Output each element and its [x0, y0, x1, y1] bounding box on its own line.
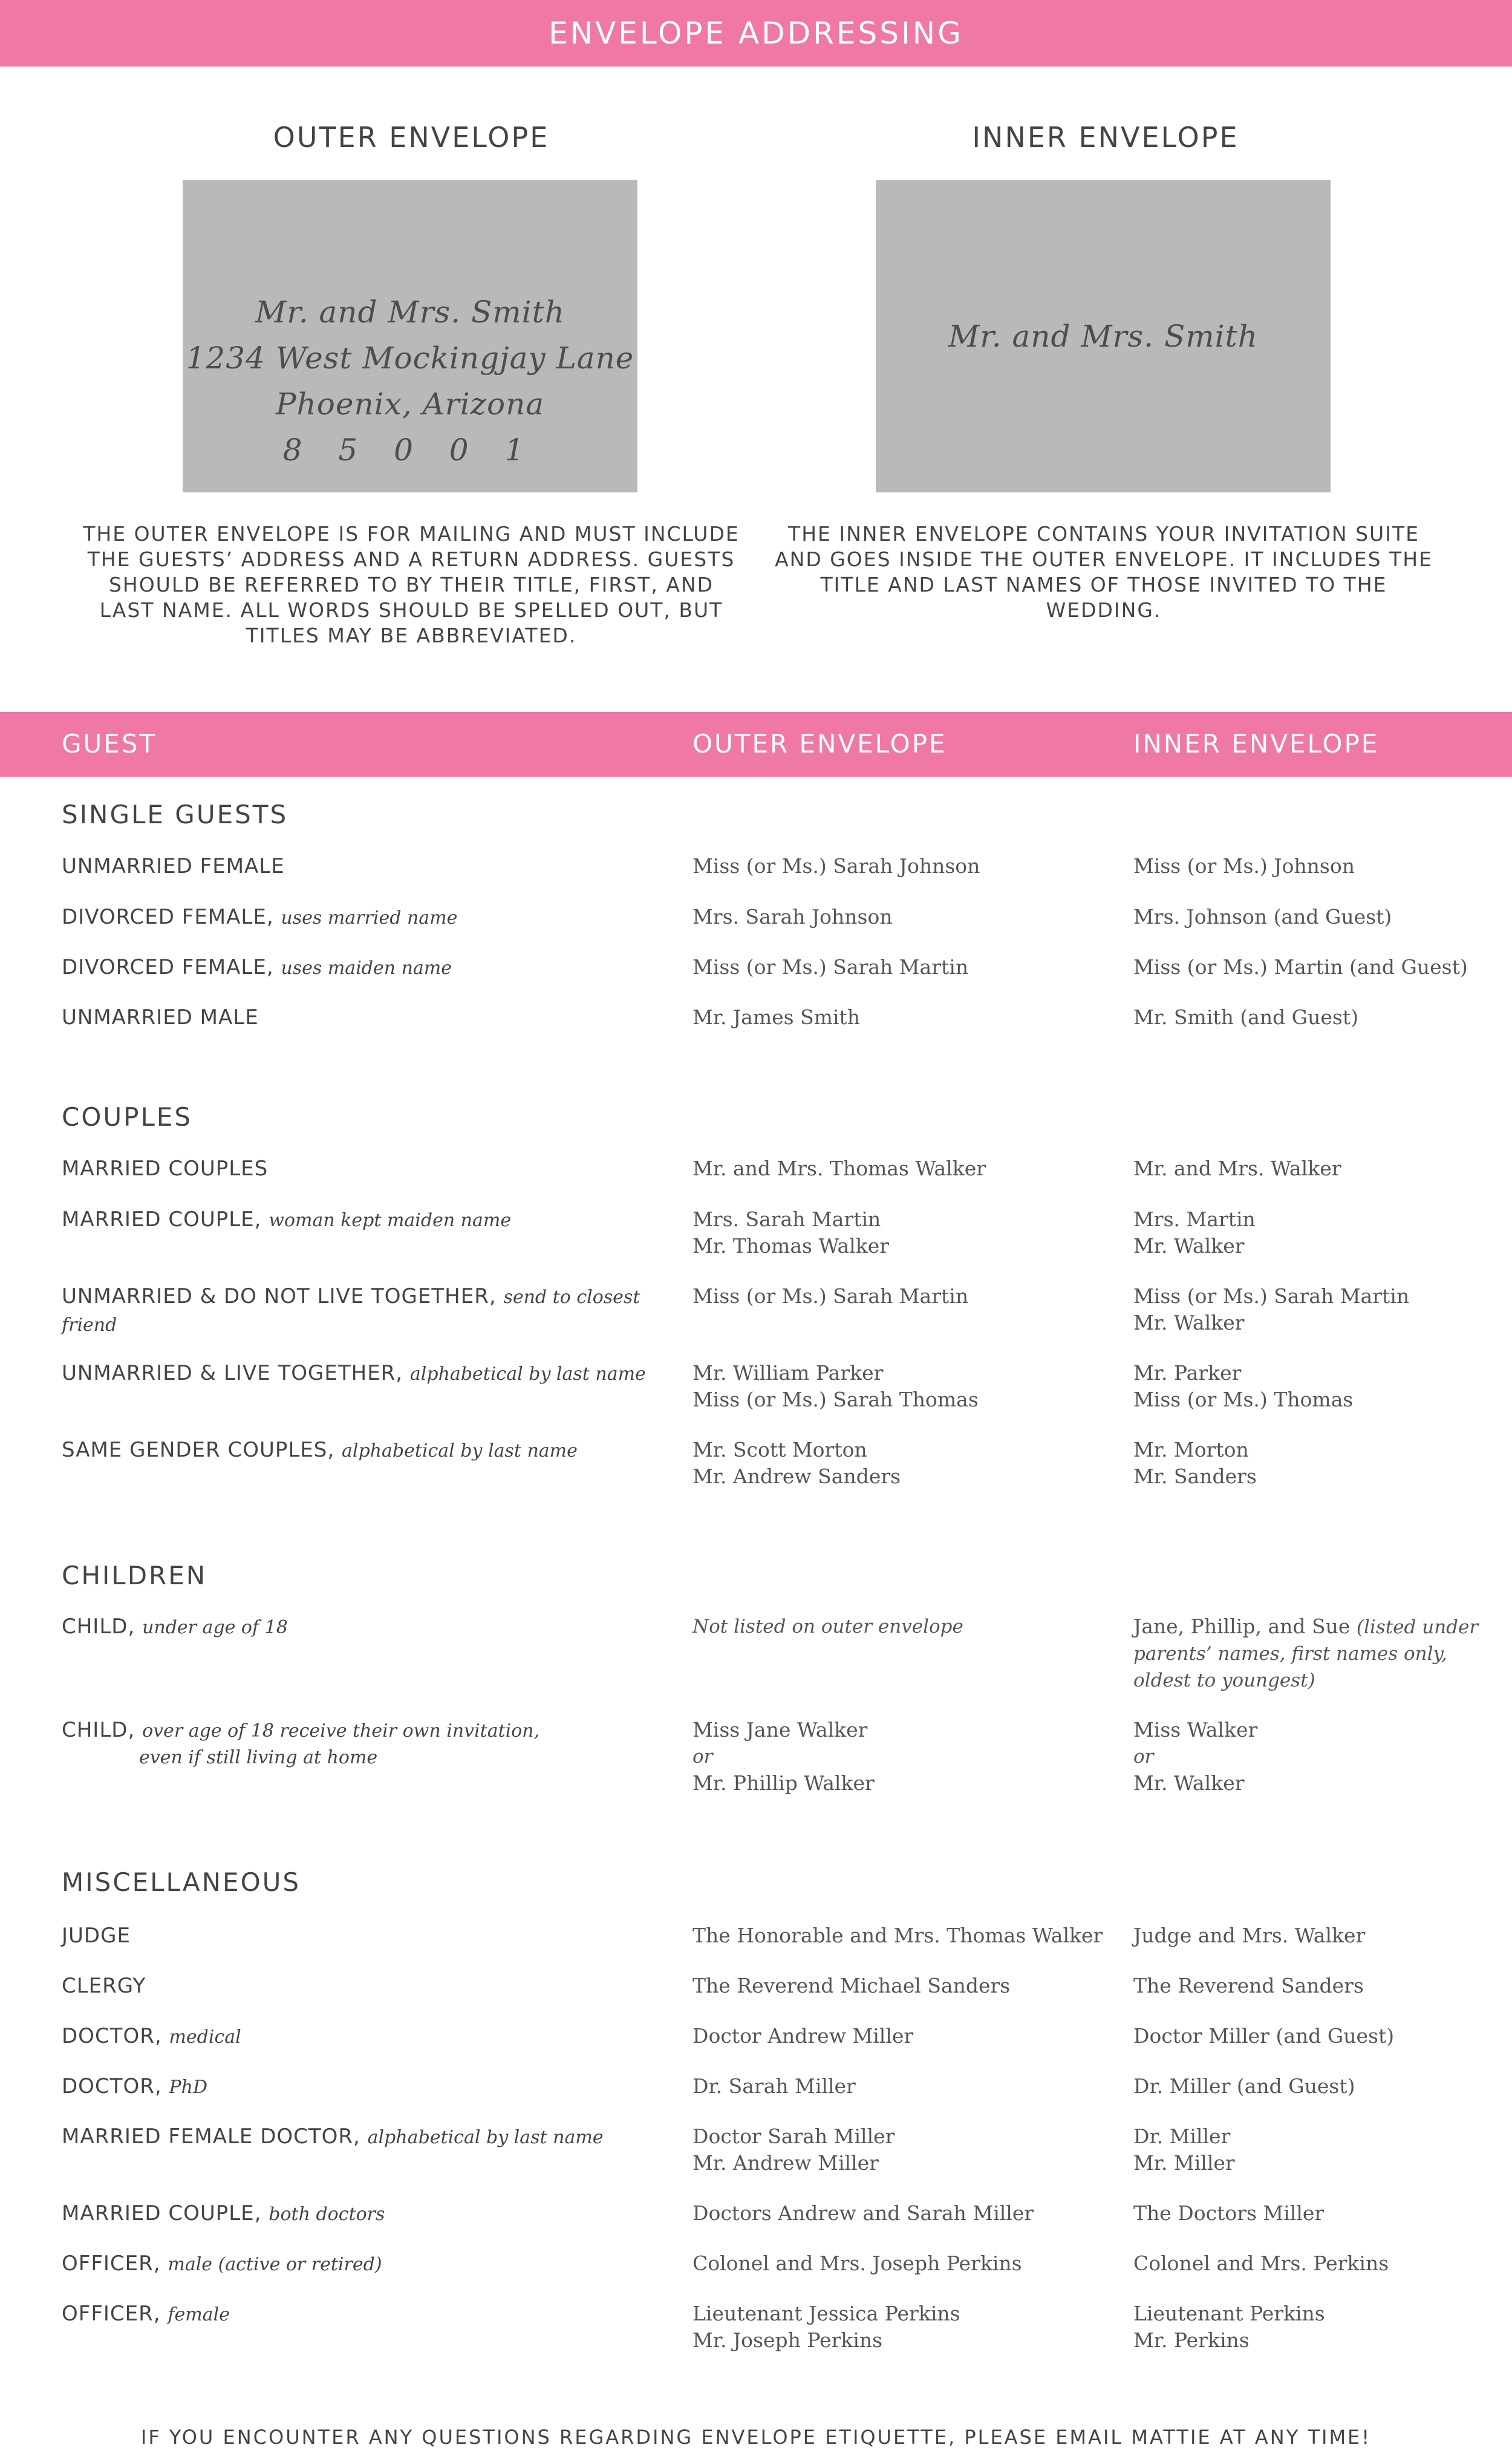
outer-line: Mr. William Parker	[692, 1361, 884, 1385]
outer-line: Miss (or Ms.) Sarah Johnson	[692, 854, 980, 878]
guest-cell	[62, 1613, 685, 1641]
outer-cell	[692, 1613, 1110, 1640]
guest-label: CLERGY	[62, 1974, 146, 1998]
inner-line: Miss (or Ms.) Sarah Martin	[1133, 1284, 1410, 1308]
guest-label: SAME GENDER COUPLES,	[62, 1438, 335, 1462]
outer-cell	[692, 2023, 1110, 2049]
outer-cell	[692, 1206, 1110, 1259]
outer-line: Mr. Thomas Walker	[692, 1234, 890, 1258]
outer-cell	[692, 1283, 1110, 1310]
inner-line: Mr. Parker	[1133, 1361, 1242, 1385]
inner-envelope-sample	[876, 180, 1331, 492]
guest-cell	[62, 1973, 685, 1999]
guest-cell	[62, 2073, 685, 2101]
outer-cell	[692, 1437, 1110, 1490]
outer-line: Mr. Andrew Miller	[692, 2151, 879, 2175]
outer-line: The Reverend Michael Sanders	[692, 1974, 1011, 1997]
guest-cell	[62, 1437, 685, 1464]
guest-label: MARRIED COUPLE,	[62, 1207, 262, 1232]
section-title-children: CHILDREN	[62, 1561, 207, 1590]
section-title-single: SINGLE GUESTS	[62, 800, 288, 829]
column-guest: GUEST	[62, 729, 157, 759]
inner-sample-line: Mr. and Mrs. Smith	[948, 319, 1258, 354]
outer-cell	[692, 2300, 1110, 2354]
inner-cell	[1133, 2250, 1502, 2277]
guest-label: UNMARRIED & DO NOT LIVE TOGETHER,	[62, 1284, 497, 1308]
guest-note: alphabetical by last name	[341, 1440, 578, 1461]
inner-cell	[1133, 1283, 1502, 1336]
outer-line: Dr. Sarah Miller	[692, 2074, 856, 2098]
guest-note: over age of 18 receive their own invitation,	[142, 1720, 540, 1742]
section-title-couples: COUPLES	[62, 1102, 193, 1132]
guest-cell	[62, 2123, 685, 2151]
outer-cell	[692, 853, 1110, 880]
guest-label: MARRIED COUPLES	[62, 1157, 269, 1181]
outer-cell	[692, 1973, 1110, 1999]
inner-line: Mrs. Johnson (and Guest)	[1133, 905, 1392, 929]
guest-note: male (active or retired)	[168, 2254, 382, 2275]
outer-envelope-description: THE OUTER ENVELOPE IS FOR MAILING AND MUST INCLUDE THE GUESTS’ ADDRESS AND A RETURN ADDRESS. GUESTS SHOULD BE REFERRED TO BY THEIR TITLE, FIRST, AND LAST NAME. ALL WORDS SHOULD BE SPELLED OUT, BUT TITLES MAY BE ABBREVIATED.	[83, 522, 740, 647]
outer-cell	[692, 1004, 1110, 1031]
header-band	[0, 0, 1512, 67]
inner-line: Colonel and Mrs. Perkins	[1133, 2251, 1389, 2275]
inner-line: Mr. Smith (and Guest)	[1133, 1005, 1359, 1029]
inner-line: Judge and Mrs. Walker	[1133, 1924, 1366, 1947]
outer-line: Doctor Andrew Miller	[692, 2024, 914, 2048]
guest-cell	[62, 2300, 685, 2328]
column-outer-envelope: OUTER ENVELOPE	[692, 729, 947, 759]
guest-label: MARRIED FEMALE DOCTOR,	[62, 2124, 360, 2149]
outer-cell	[692, 2200, 1110, 2227]
guest-note: even if still living at home	[139, 1747, 378, 1768]
column-inner-envelope: INNER ENVELOPE	[1133, 729, 1380, 759]
inner-note: oldest to youngest)	[1133, 1670, 1315, 1691]
outer-line: Mr. James Smith	[692, 1005, 861, 1029]
guest-note: alphabetical by last name	[409, 1363, 646, 1385]
inner-cell	[1133, 1437, 1502, 1490]
guest-cell	[62, 1360, 685, 1388]
inner-cell	[1133, 853, 1502, 880]
inner-line: The Doctors Miller	[1133, 2201, 1325, 2225]
guest-cell	[62, 1155, 685, 1182]
guest-cell	[62, 2250, 685, 2278]
inner-line: Mr. Walker	[1133, 1311, 1245, 1334]
outer-cell	[692, 1155, 1110, 1182]
inner-cell	[1133, 1922, 1502, 1949]
outer-line: Doctors Andrew and Sarah Miller	[692, 2201, 1034, 2225]
guest-note: female	[168, 2304, 230, 2325]
outer-sample-line: 8 5 0 0 1	[282, 433, 538, 468]
guest-note: send to closest friend	[62, 1287, 640, 1336]
guest-note: alphabetical by last name	[367, 2127, 604, 2148]
inner-line: Mr. Sanders	[1133, 1464, 1257, 1488]
inner-line: Mr. Morton	[1133, 1438, 1249, 1461]
outer-line: Mrs. Sarah Johnson	[692, 905, 893, 929]
outer-line: Miss (or Ms.) Sarah Martin	[692, 955, 969, 979]
guest-cell	[62, 1922, 685, 1949]
guest-label: DOCTOR,	[62, 2024, 162, 2048]
guest-label: CHILD,	[62, 1615, 135, 1639]
guest-note: medical	[169, 2026, 241, 2048]
outer-line: Lieutenant Jessica Perkins	[692, 2302, 960, 2325]
inner-cell	[1133, 1717, 1502, 1797]
inner-cell	[1133, 2073, 1502, 2100]
outer-line: Miss (or Ms.) Sarah Thomas	[692, 1388, 979, 1411]
section-title-misc: MISCELLANEOUS	[62, 1867, 301, 1897]
outer-line: Mr. Scott Morton	[692, 1438, 867, 1461]
outer-line: Colonel and Mrs. Joseph Perkins	[692, 2251, 1022, 2275]
guest-label: DOCTOR,	[62, 2074, 162, 2098]
guest-label: MARRIED COUPLE,	[62, 2201, 262, 2225]
outer-cell	[692, 1360, 1110, 1413]
inner-cell	[1133, 2300, 1502, 2354]
inner-line: Miss (or Ms.) Martin (and Guest)	[1133, 955, 1468, 979]
guest-note: under age of 18	[142, 1617, 288, 1638]
guest-label: DIVORCED FEMALE,	[62, 905, 274, 929]
guest-note: uses maiden name	[281, 958, 452, 979]
outer-sample-line: Mr. and Mrs. Smith	[255, 295, 565, 330]
outer-cell	[692, 1717, 1110, 1797]
outer-sample-line: Phoenix, Arizona	[275, 387, 545, 422]
inner-cell	[1133, 1973, 1502, 1999]
inner-line: Doctor Miller (and Guest)	[1133, 2024, 1395, 2048]
outer-cell	[692, 2250, 1110, 2277]
guest-cell	[62, 954, 685, 982]
inner-line: Mrs. Martin	[1133, 1207, 1256, 1231]
guest-note: PhD	[169, 2077, 208, 2098]
outer-envelope-sample	[183, 180, 637, 492]
outer-cell	[692, 904, 1110, 930]
guest-note: uses married name	[281, 907, 458, 929]
outer-cell	[692, 2073, 1110, 2100]
inner-line: Miss (or Ms.) Johnson	[1133, 854, 1355, 878]
inner-cell	[1133, 1155, 1502, 1182]
inner-cell	[1133, 1004, 1502, 1031]
guest-label: JUDGE	[62, 1924, 131, 1948]
inner-line: Dr. Miller	[1133, 2124, 1231, 2148]
guest-label: OFFICER,	[62, 2251, 161, 2276]
inner-cell	[1133, 904, 1502, 930]
inner-cell	[1133, 1206, 1502, 1259]
outer-line: Not listed on outer envelope	[692, 1616, 963, 1638]
guest-cell	[62, 1206, 685, 1234]
guest-cell	[62, 853, 685, 880]
guest-label: UNMARRIED & LIVE TOGETHER,	[62, 1361, 403, 1385]
outer-line: Miss (or Ms.) Sarah Martin	[692, 1284, 969, 1308]
guest-note: woman kept maiden name	[269, 1210, 512, 1231]
inner-cell	[1133, 1360, 1502, 1413]
inner-line: The Reverend Sanders	[1133, 1974, 1364, 1997]
inner-line: Mr. and Mrs. Walker	[1133, 1157, 1341, 1180]
outer-line: The Honorable and Mrs. Thomas Walker	[692, 1924, 1103, 1947]
guest-cell	[62, 1283, 685, 1339]
guest-cell	[62, 1717, 685, 1771]
guest-cell	[62, 1004, 685, 1031]
inner-line: Jane, Phillip, and Sue	[1133, 1615, 1351, 1638]
outer-line: Mr. Andrew Sanders	[692, 1464, 901, 1488]
page-title: ENVELOPE ADDRESSING	[549, 16, 963, 51]
inner-envelope-description: THE INNER ENVELOPE CONTAINS YOUR INVITATION SUITE AND GOES INSIDE THE OUTER ENVELOPE. IT INCLUDES THE TITLE AND LAST NAMES OF THOSE INVITED TO THE WEDDING.	[775, 522, 1433, 622]
outer-cell	[692, 954, 1110, 981]
inner-cell	[1133, 2023, 1502, 2049]
outer-cell	[692, 1922, 1110, 1949]
inner-envelope-title: INNER ENVELOPE	[972, 121, 1239, 154]
guest-label: DIVORCED FEMALE,	[62, 955, 274, 979]
inner-line: Miss (or Ms.) Thomas	[1133, 1388, 1354, 1411]
guest-label: UNMARRIED FEMALE	[62, 854, 285, 878]
outer-line: Mr. Phillip Walker	[692, 1771, 875, 1795]
inner-cell	[1133, 2123, 1502, 2176]
guest-cell	[62, 2200, 685, 2228]
inner-cell	[1133, 2200, 1502, 2227]
inner-line: Mr. Walker	[1133, 1234, 1245, 1258]
inner-note: parents’ names, first names only,	[1133, 1643, 1447, 1665]
guest-label: CHILD,	[62, 1718, 135, 1742]
outer-sample-line: 1234 West Mockingjay Lane	[186, 341, 634, 376]
inner-cell	[1133, 954, 1502, 981]
inner-line: Miss Walker	[1133, 1718, 1258, 1742]
outer-line: Mrs. Sarah Martin	[692, 1207, 881, 1231]
guest-label: UNMARRIED MALE	[62, 1005, 259, 1030]
inner-cell	[1133, 1613, 1502, 1694]
inner-note: (listed under	[1356, 1616, 1479, 1638]
column-header-band	[0, 712, 1512, 777]
outer-line: Miss Jane Walker	[692, 1718, 868, 1742]
inner-line: Mr. Walker	[1133, 1771, 1245, 1795]
guest-cell	[62, 2023, 685, 2051]
guest-cell	[62, 904, 685, 932]
inner-line: Dr. Miller (and Guest)	[1133, 2074, 1355, 2098]
outer-line: Doctor Sarah Miller	[692, 2124, 895, 2148]
inner-line: Mr. Perkins	[1133, 2328, 1250, 2352]
outer-envelope-title: OUTER ENVELOPE	[273, 121, 550, 154]
footer-note: IF YOU ENCOUNTER ANY QUESTIONS REGARDING ENVELOPE ETIQUETTE, PLEASE EMAIL MATTIE AT ANY TIME!	[140, 2426, 1372, 2449]
outer-line: Mr. and Mrs. Thomas Walker	[692, 1157, 986, 1180]
outer-line: or	[692, 1746, 713, 1768]
guest-label: OFFICER,	[62, 2302, 161, 2326]
inner-line: Mr. Miller	[1133, 2151, 1235, 2175]
inner-line: or	[1133, 1746, 1154, 1768]
guest-note: both doctors	[269, 2204, 385, 2225]
inner-line: Lieutenant Perkins	[1133, 2302, 1325, 2325]
outer-cell	[692, 2123, 1110, 2176]
outer-line: Mr. Joseph Perkins	[692, 2328, 883, 2352]
